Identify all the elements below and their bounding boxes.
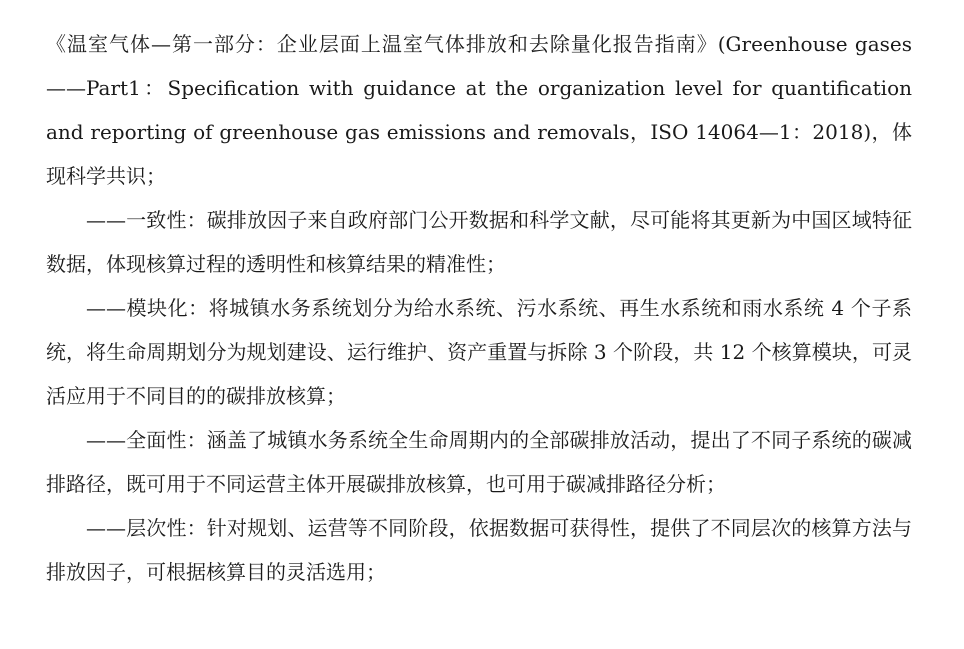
paragraph-comprehensiveness: ——全面性：涵盖了城镇水务系统全生命周期内的全部碳排放活动，提出了不同子系统的碳减排路径，既可用于不同运营主体开展碳排放核算，也可用于碳减排路径分析； xyxy=(46,428,912,496)
paragraph-consistency: ——一致性：碳排放因子来自政府部门公开数据和科学文献，尽可能将其更新为中国区域特征数据，体现核算过程的透明性和核算结果的精准性； xyxy=(46,208,912,276)
paragraph-iso-reference: 《温室气体—第一部分：企业层面上温室气体排放和去除量化报告指南》(Greenhouse gases——Part1：Specification with guidance at the organization level for quantification and reporting of greenhouse gas emissions and removals，ISO 14064—1：2018)，体现科学共识； xyxy=(46,32,912,188)
document-body xyxy=(46,22,912,594)
paragraph-modularity: ——模块化：将城镇水务系统划分为给水系统、污水系统、再生水系统和雨水系统 4 个子系统，将生命周期划分为规划建设、运行维护、资产重置与拆除 3 个阶段，共 12 个核算模块，可灵活应用于不同目的的碳排放核算； xyxy=(46,296,912,408)
paragraph-hierarchy: ——层次性：针对规划、运营等不同阶段，依据数据可获得性，提供了不同层次的核算方法与排放因子，可根据核算目的灵活选用； xyxy=(46,516,912,584)
